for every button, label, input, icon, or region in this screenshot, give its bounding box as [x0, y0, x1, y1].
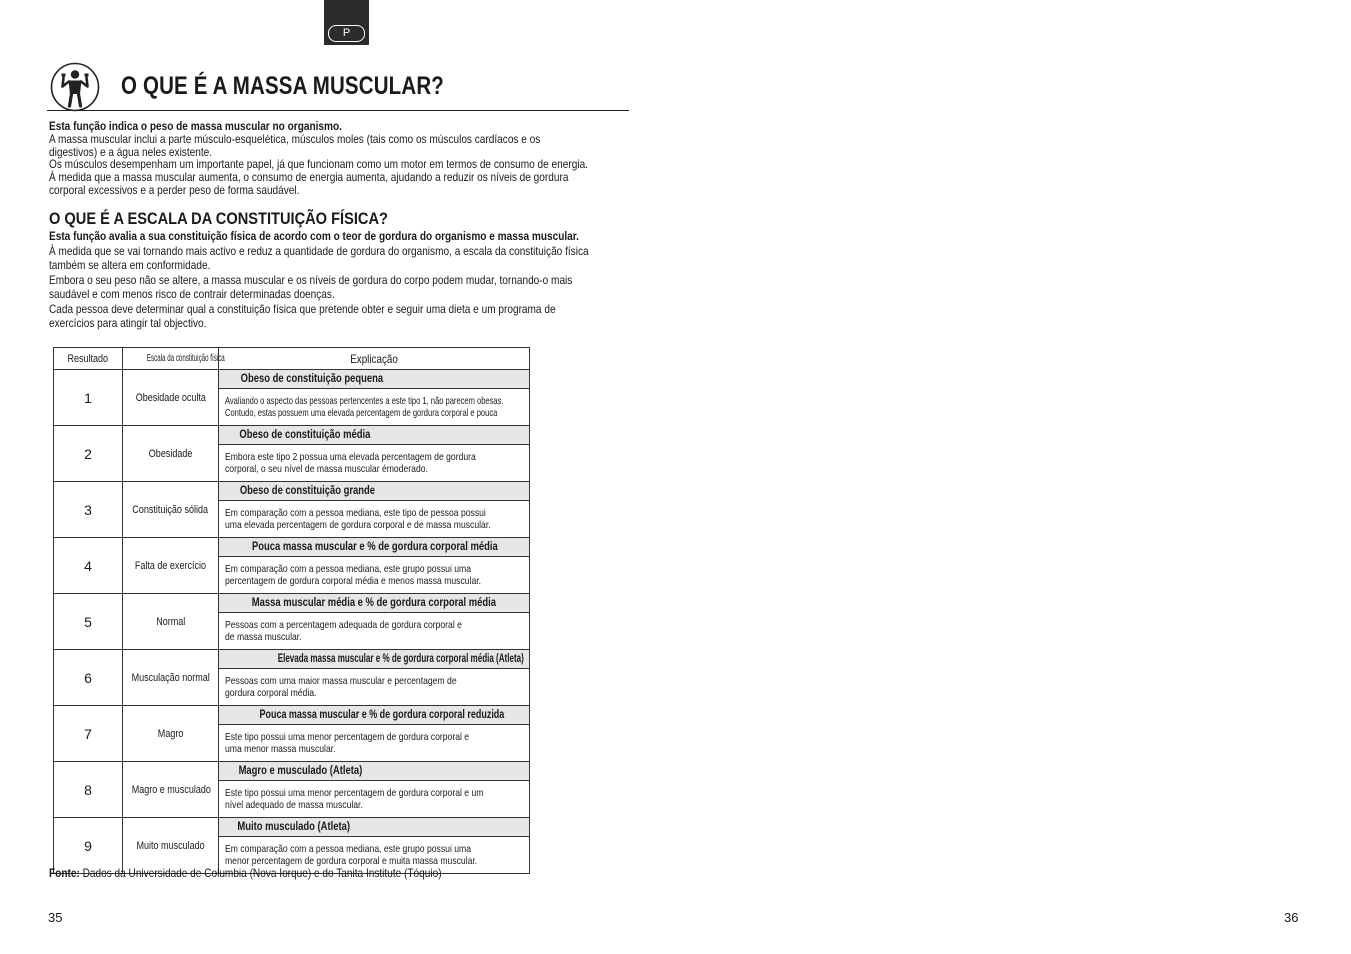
- explanation-title: Elevada massa muscular e % de gordura corporal média (Atleta): [219, 650, 530, 669]
- section2-line: À medida que se vai tornando mais activo e reduz a quantidade de gordura do organismo, a escala da constituição física: [49, 244, 589, 258]
- explanation-title: Obeso de constituição média: [219, 426, 530, 445]
- explanation-text: Pessoas com uma maior massa muscular e percentagem de gordura corporal média.: [219, 669, 530, 706]
- section2-line: saudável e com menos risco de contrair determinadas doenças.: [49, 287, 335, 301]
- table-row: [54, 650, 530, 669]
- language-tab: [324, 0, 369, 45]
- scale-cell: Constituição sólida: [123, 482, 219, 538]
- explanation-text: Este tipo possui uma menor percentagem de gordura corporal e um nível adequado de massa muscular.: [219, 781, 530, 818]
- scale-cell: Obesidade oculta: [123, 370, 219, 426]
- language-badge: P: [328, 25, 365, 42]
- scale-cell: Obesidade: [123, 426, 219, 482]
- section2-line: exercícios para atingir tal objectivo.: [49, 316, 207, 330]
- section2-line: também se altera em conformidade.: [49, 258, 211, 272]
- explanation-text: Este tipo possui uma menor percentagem de gordura corporal e uma menor massa muscular.: [219, 725, 530, 762]
- explanation-text: Avaliando o aspecto das pessoas pertencentes a este tipo 1, não parecem obesas. Contudo, estas possuem uma elevada percentagem de gordura corporal e pouca: [219, 389, 530, 426]
- scale-cell: Muito musculado: [123, 818, 219, 874]
- explanation-title: Massa muscular média e % de gordura corporal média: [219, 594, 530, 613]
- explanation-title: Obeso de constituição pequena: [219, 370, 530, 389]
- result-cell: 8: [54, 762, 123, 818]
- header-result: Resultado: [54, 348, 123, 370]
- result-cell: 5: [54, 594, 123, 650]
- section1-line: Os músculos desempenham um importante papel, já que funcionam como um motor em termos de consumo de energia.: [49, 157, 588, 171]
- section1-line: À medida que a massa muscular aumenta, o consumo de energia aumenta, ajudando a reduzir os níveis de gordura: [49, 170, 569, 184]
- result-cell: 4: [54, 538, 123, 594]
- header-scale: Escala da constituição física: [123, 348, 219, 370]
- table-row: [54, 426, 530, 445]
- explanation-text: Em comparação com a pessoa mediana, este grupo possui uma percentagem de gordura corporal média e menos massa muscular.: [219, 557, 530, 594]
- scale-cell: Normal: [123, 594, 219, 650]
- source-text: Dados da Universidade de Columbia (Nova Iorque) e do Tanita Institute (Tóquio): [82, 866, 442, 880]
- result-cell: 3: [54, 482, 123, 538]
- table-row: [54, 538, 530, 557]
- section1-line: A massa muscular inclui a parte músculo-esquelética, músculos moles (tais como os músculos cardíacos e os: [49, 132, 541, 146]
- explanation-title: Pouca massa muscular e % de gordura corporal reduzida: [219, 706, 530, 725]
- title-divider: [47, 110, 629, 111]
- section1-line: corporal excessivos e a perder peso de forma saudável.: [49, 183, 300, 197]
- section2-intro: Esta função avalia a sua constituição física de acordo com o teor de gordura do organismo e massa muscular.: [49, 229, 579, 243]
- explanation-text: Embora este tipo 2 possua uma elevada percentagem de gordura corporal, o seu nível de massa muscular émoderado.: [219, 445, 530, 482]
- section2-line: Cada pessoa deve determinar qual a constituição física que pretende obter e seguir uma dieta e um programa de: [49, 302, 556, 316]
- table-row: [54, 482, 530, 501]
- body-scale-table: [53, 347, 530, 874]
- scale-cell: Falta de exercício: [123, 538, 219, 594]
- explanation-title: Obeso de constituição grande: [219, 482, 530, 501]
- source-note: [49, 866, 442, 880]
- source-label: Fonte:: [49, 866, 80, 880]
- explanation-text: Pessoas com a percentagem adequada de gordura corporal e de massa muscular.: [219, 613, 530, 650]
- table-row: [54, 762, 530, 781]
- explanation-title: Magro e musculado (Atleta): [219, 762, 530, 781]
- muscle-man-icon: [50, 62, 100, 112]
- result-cell: 7: [54, 706, 123, 762]
- scale-cell: Magro: [123, 706, 219, 762]
- page-number-right: 36: [1284, 910, 1299, 925]
- table-row: [54, 818, 530, 837]
- section2-line: Embora o seu peso não se altere, a massa muscular e os níveis de gordura do corpo podem mudar, tornando-o mais: [49, 273, 573, 287]
- explanation-text: Em comparação com a pessoa mediana, este tipo de pessoa possui uma elevada percentagem de gordura corporal e de massa muscular.: [219, 501, 530, 538]
- section1-line: digestivos) e a água neles existente.: [49, 145, 213, 159]
- table-row: [54, 706, 530, 725]
- page-title: O QUE É A MASSA MUSCULAR?: [121, 72, 445, 100]
- scale-cell: Magro e musculado: [123, 762, 219, 818]
- explanation-title: Muito musculado (Atleta): [219, 818, 530, 837]
- result-cell: 9: [54, 818, 123, 874]
- page-number-left: 35: [48, 910, 63, 925]
- table-row: [54, 594, 530, 613]
- scale-cell: Musculação normal: [123, 650, 219, 706]
- explanation-text: Em comparação com a pessoa mediana, este grupo possui uma menor percentagem de gordura corporal e muita massa muscular.: [219, 837, 530, 874]
- header-explanation: Explicação: [219, 348, 530, 370]
- table-row: [54, 370, 530, 389]
- section2-heading: O QUE É A ESCALA DA CONSTITUIÇÃO FÍSICA?: [49, 209, 388, 228]
- result-cell: 2: [54, 426, 123, 482]
- explanation-title: Pouca massa muscular e % de gordura corporal média: [219, 538, 530, 557]
- section1-intro: Esta função indica o peso de massa muscular no organismo.: [49, 119, 342, 133]
- result-cell: 1: [54, 370, 123, 426]
- result-cell: 6: [54, 650, 123, 706]
